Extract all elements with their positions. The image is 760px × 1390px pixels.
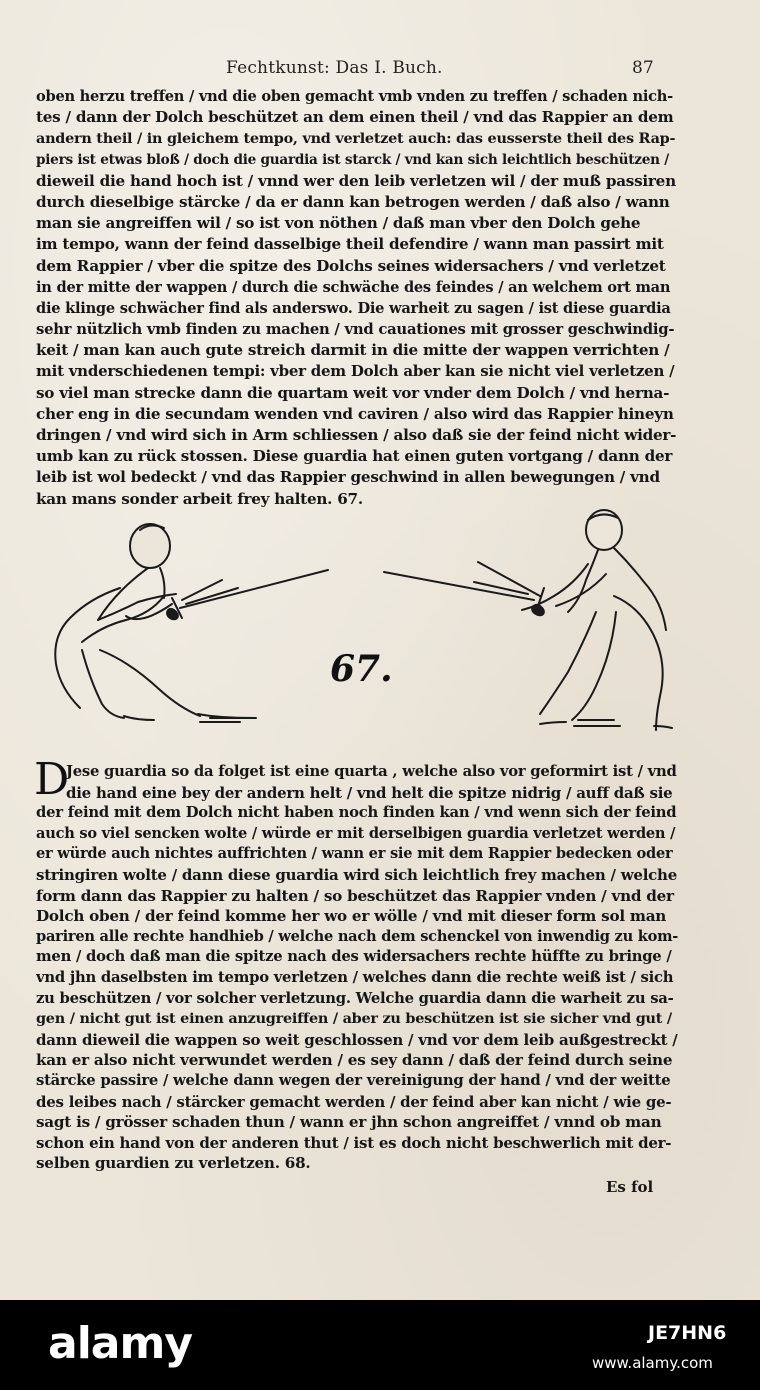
text-line: zu beschützen / vor solcher verletzung. Welche guardia dann die warheit zu sa-: [36, 989, 674, 1007]
running-head: Fechtkunst: Das I. Buch.: [226, 58, 443, 78]
text-line: dieweil die hand hoch ist / vnnd wer den leib verletzen wil / der muß passiren: [36, 171, 676, 190]
text-line: piers ist etwas bloß / doch die guardia ist starck / vnd kan sich leichtlich beschützen /: [36, 151, 669, 168]
text-line: umb kan zu rück stossen. Diese guardia hat einen guten vortgang / dann der: [36, 447, 673, 466]
text-line: vnd jhn daselbsten im tempo verletzen / welches dann die rechte weiß ist / sich: [36, 968, 674, 986]
text-line: in der mitte der wappen / durch die schwäche des feindes / an welchem ort man: [36, 278, 671, 296]
text-line: men / doch daß man die spitze nach des widersachers rechte hüffte zu bringe /: [36, 948, 672, 966]
fencers-woodcut: [0, 500, 760, 740]
stock-url: www.alamy.com: [592, 1354, 713, 1372]
text-line: oben herzu treffen / vnd die oben gemacht vmb vnden zu treffen / schaden nich-: [36, 88, 673, 105]
text-line: selben guardien zu verletzen. 68.: [36, 1154, 311, 1173]
text-line: des leibes nach / stärcker gemacht werden / der feind aber kan nicht / wie ge-: [36, 1092, 672, 1111]
text-line: der feind mit dem Dolch nicht haben noch finden kan / vnd wenn sich der feind: [36, 804, 677, 822]
text-line: er würde auch nichtes auffrichten / wann er sie mit dem Rappier bedecken oder: [36, 845, 673, 863]
text-line: man sie angreiffen wil / so ist von nöthen / daß man vber den Dolch gehe: [36, 214, 641, 233]
text-line: form dann das Rappier zu halten / so beschützet das Rappier vnden / vnd der: [36, 886, 674, 905]
text-line: stringiren wolte / dann diese guardia wird sich leichtlich frey machen / welche: [36, 865, 677, 884]
text-line: kan er also nicht verwundet werden / es sey dann / daß der feind durch seine: [36, 1051, 673, 1070]
text-line: dem Rappier / vber die spitze des Dolchs seines widersachers / vnd verletzet: [36, 256, 666, 275]
text-line: mit vnderschiedenen tempi: vber dem Dolch aber kan sie nicht viel verletzen /: [36, 362, 675, 381]
text-line: dann dieweil die wappen so weit geschlossen / vnd vor dem leib außgestreckt /: [36, 1030, 678, 1049]
text-line: schon ein hand von der anderen thut / ist es doch nicht beschwerlich mit der-: [36, 1133, 672, 1152]
page-number: 87: [632, 58, 654, 78]
text-line: sagt is / grösser schaden thun / wann er jhn schon angreiffet / vnnd ob man: [36, 1113, 662, 1132]
text-line: kan mans sonder arbeit frey halten. 67.: [36, 489, 363, 508]
figure-number: 67.: [330, 648, 393, 690]
text-line: stärcke passire / welche dann wegen der vereinigung der hand / vnd der weitte: [36, 1071, 671, 1089]
text-line: die klinge schwächer find als anderswo. Die warheit zu sagen / ist diese guardia: [36, 299, 671, 317]
text-line: dringen / vnd wird sich in Arm schliessen / also daß sie der feind nicht wider-: [36, 426, 677, 444]
text-line: die hand eine bey der andern helt / vnd helt die spitze nidrig / auff daß sie: [66, 783, 673, 802]
stock-logo: alamy: [48, 1318, 192, 1369]
image-id: JE7HN6: [648, 1322, 727, 1344]
catchword: Es fol: [606, 1178, 654, 1196]
page-header: [0, 58, 760, 84]
paragraph-one: [36, 86, 678, 510]
left-fencer-figure: [55, 524, 328, 722]
text-line: Dolch oben / der feind komme her wo er wölle / vnd mit dieser form sol man: [36, 907, 667, 926]
text-line: gen / nicht gut ist einen anzugreiffen / aber zu beschützen ist sie sicher vnd gut /: [36, 1010, 672, 1028]
right-fencer-figure: [384, 510, 672, 730]
text-line: andern theil / in gleichem tempo, vnd verletzet auch: das eusserste theil des Rap-: [36, 130, 676, 148]
text-line: leib ist wol bedeckt / vnd das Rappier geschwind in allen bewegungen / vnd: [36, 468, 660, 487]
text-line: cher eng in die secundam wenden vnd caviren / also wird das Rappier hineyn: [36, 404, 674, 423]
text-line: Jese guardia so da folget ist eine quarta , welche also vor geformirt ist / vnd: [66, 763, 677, 780]
text-line: sehr nützlich vmb finden zu machen / vnd cauationes mit grosser geschwindig-: [36, 321, 675, 339]
drop-cap: D: [34, 754, 70, 805]
text-line: durch dieselbige stärcke / da er dann kan betrogen werden / daß also / wann: [36, 192, 670, 211]
text-line: so viel man strecke dann die quartam weit vor vnder dem Dolch / vnd herna-: [36, 383, 670, 402]
paragraph-two: [36, 762, 678, 1174]
text-line: im tempo, wann der feind dasselbige theil defendire / wann man passirt mit: [36, 235, 664, 254]
text-line: tes / dann der Dolch beschützet an dem einen theil / vnd das Rappier an dem: [36, 108, 674, 127]
text-line: keit / man kan auch gute streich darmit in die mitte der wappen verrichten /: [36, 341, 670, 360]
text-line: auch so viel sencken wolte / würde er mit derselbigen guardia verletzet werden /: [36, 824, 676, 842]
text-line: pariren alle rechte handhieb / welche nach dem schenckel von inwendig zu kom-: [36, 927, 678, 945]
